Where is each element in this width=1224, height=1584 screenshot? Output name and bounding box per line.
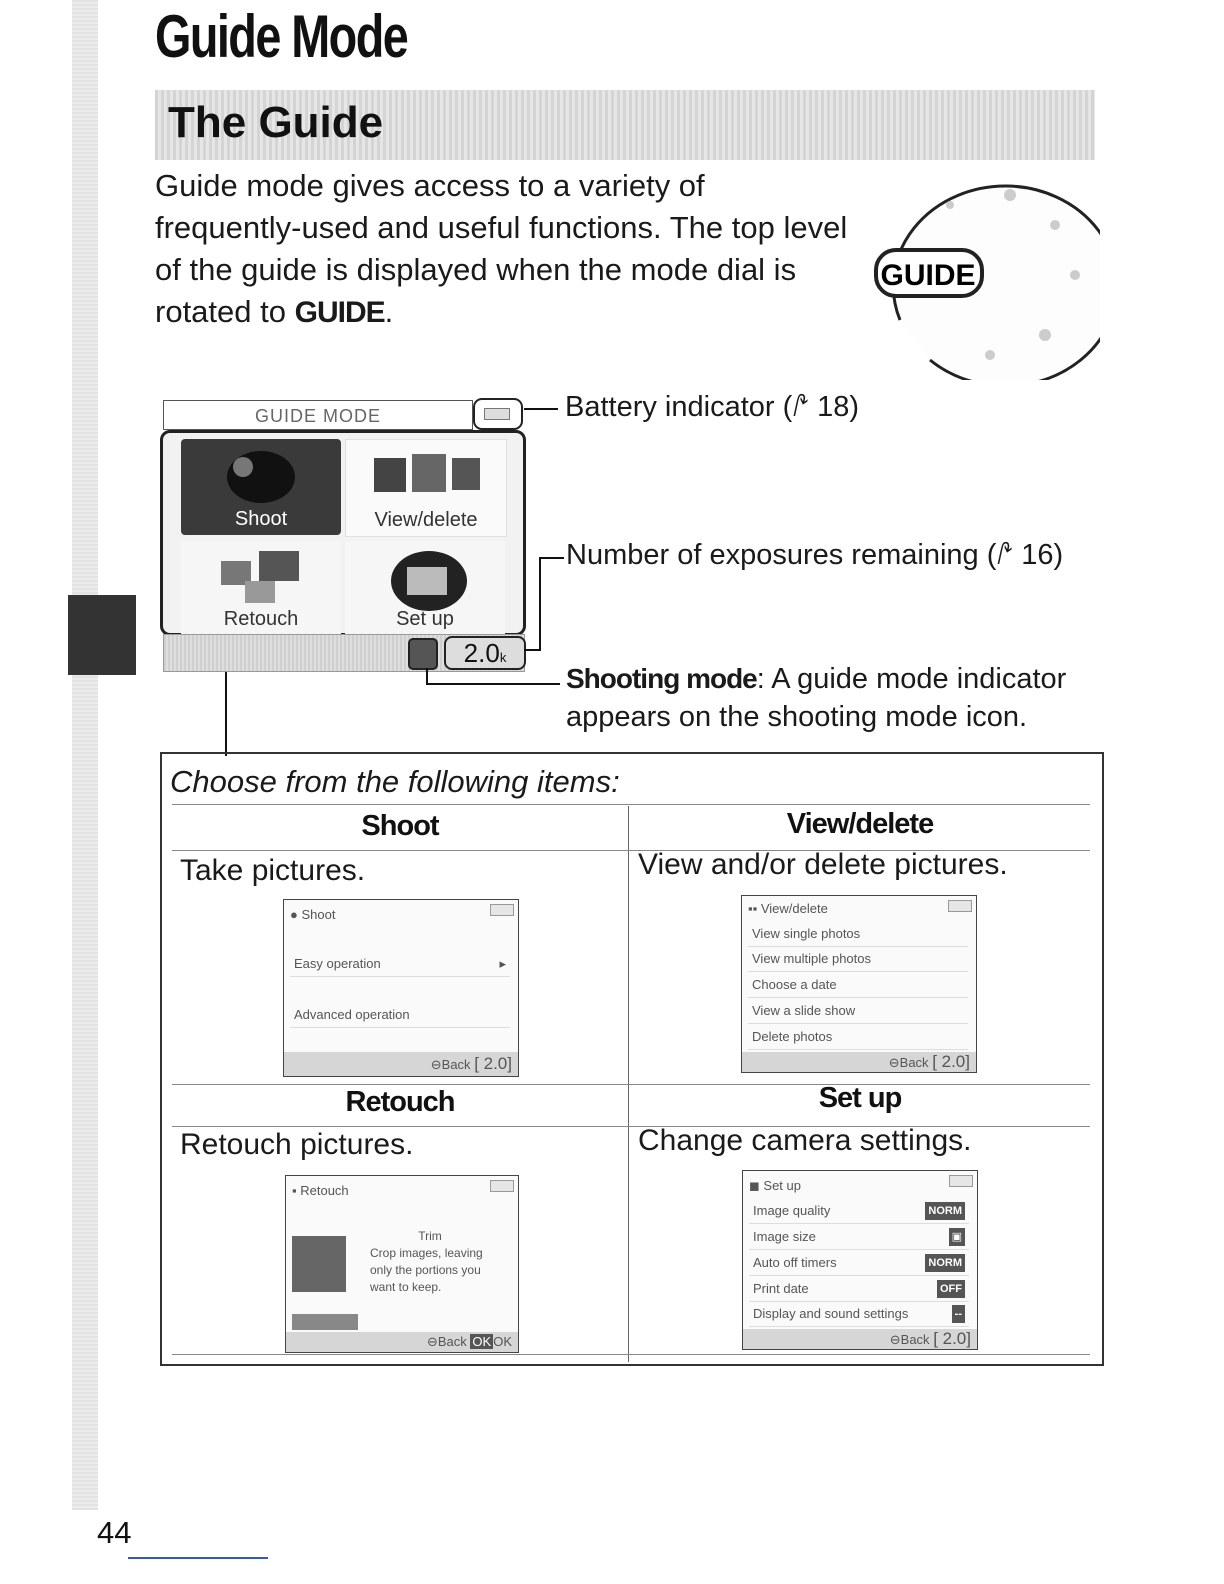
intro-paragraph [155, 165, 855, 334]
page-title: Guide Mode [155, 3, 408, 70]
battery-icon [949, 1175, 973, 1187]
mini-title: Set up [763, 1178, 801, 1193]
mini-title: Shoot [301, 907, 336, 922]
camera-icon: ● [290, 907, 302, 922]
mode-dial-illustration [870, 165, 1100, 380]
menu-item-label: View/delete [374, 509, 478, 531]
intro-end: . [384, 294, 394, 329]
mini-row-label: Print date [753, 1281, 809, 1296]
mini-row [748, 973, 968, 998]
heading-set-up: Set up [818, 1082, 902, 1114]
exposures-remaining [444, 636, 526, 670]
desc-set-up: Change camera settings. [638, 1124, 972, 1157]
battery-icon [490, 1180, 514, 1192]
back-icon: ⊖ [889, 1332, 901, 1347]
mini-row-label: Image quality [753, 1203, 831, 1218]
shooting-mode-icon [408, 638, 438, 670]
mini-row-value: NORM [925, 1254, 965, 1272]
page-edge-strip [72, 0, 98, 1510]
mini-back: Back [441, 1057, 471, 1072]
mini-back: Back [899, 1055, 929, 1070]
exposure-unit: k [499, 650, 507, 665]
mini-back: Back [437, 1334, 467, 1349]
mini-row [290, 1003, 510, 1028]
rule [172, 1354, 1090, 1355]
mini-row-label: Image size [753, 1229, 816, 1244]
retouch-icon: ▪ [292, 1183, 301, 1198]
arrow-right-icon: ▸ [499, 956, 506, 971]
mini-row-label: Choose a date [752, 977, 837, 992]
mini-header [749, 1175, 971, 1197]
callout-shooting-label: Shooting mode [566, 663, 757, 694]
mini-row [749, 1277, 969, 1302]
mini-row-label: Auto off timers [753, 1255, 837, 1270]
heading-shoot: Shoot [361, 810, 439, 842]
desc-shoot: Take pictures. [180, 854, 366, 887]
mini-description [370, 1228, 490, 1296]
mini-row-value: ▣ [949, 1228, 965, 1246]
menu-item-label: Retouch [223, 608, 299, 630]
mini-row-label: Delete photos [752, 1029, 833, 1044]
mini-row-label: View single photos [752, 926, 861, 941]
mini-row-label: View multiple photos [752, 951, 871, 966]
callout-shooting-text: : A guide mode indicator appears on the shooting mode icon. [566, 663, 1067, 733]
screenshot-retouch-menu [285, 1175, 519, 1353]
camera-back-icon [345, 541, 505, 611]
mini-title: Retouch [300, 1183, 349, 1198]
menu-item-shoot[interactable] [181, 439, 341, 535]
menu-item-set-up[interactable] [345, 541, 505, 635]
photos-icon: ▪▪ [748, 901, 761, 916]
screenshot-setup-menu [742, 1170, 978, 1350]
mini-ok: OK [493, 1334, 512, 1349]
back-icon: ⊖ [888, 1055, 900, 1070]
mini-row [748, 947, 968, 972]
back-icon: ⊖ [426, 1334, 438, 1349]
screenshot-shoot-menu [283, 899, 519, 1077]
mini-title: View/delete [760, 901, 828, 916]
screenshot-view-delete-menu [741, 895, 977, 1073]
dial-guide-label: GUIDE [880, 259, 976, 292]
mini-row-value: NORM [925, 1202, 965, 1220]
mini-row [290, 952, 510, 977]
battery-icon [948, 900, 972, 912]
table-intro: Choose from the following items: [170, 764, 620, 799]
mini-back: Back [900, 1332, 930, 1347]
thumbnail-strip [292, 1314, 358, 1330]
battery-icon [490, 904, 514, 916]
intro-guide-word: GUIDE [294, 296, 385, 329]
mini-row [748, 999, 968, 1024]
mini-count: [ 2.0] [932, 1052, 970, 1071]
ok-icon: OK [472, 1334, 492, 1349]
mini-row-value: -- [952, 1305, 965, 1323]
exposure-count: 2.0 [463, 638, 500, 668]
mini-desc-text: Crop images, leaving only the portions you want to keep. [370, 1246, 483, 1294]
mini-row-label: Easy operation [294, 956, 381, 971]
heading-retouch: Retouch [345, 1086, 455, 1118]
rule [172, 804, 1090, 805]
mini-row [749, 1251, 969, 1276]
desc-retouch: Retouch pictures. [180, 1128, 414, 1161]
menu-item-view-delete[interactable] [345, 439, 507, 537]
mini-desc-heading: Trim [418, 1229, 442, 1243]
callout-exposures: Number of exposures remaining (⭚ 16) [566, 539, 1064, 571]
photos-icon [346, 440, 506, 506]
heading-view-delete: View/delete [786, 808, 934, 840]
menu-item-label: Set up [396, 608, 454, 630]
callout-battery: Battery indicator (⭚ 18) [565, 391, 860, 423]
mini-footer [743, 1329, 977, 1349]
mini-header [290, 904, 512, 926]
mini-row-label: Display and sound settings [753, 1306, 909, 1321]
mini-row [749, 1225, 969, 1250]
mini-footer [284, 1052, 518, 1076]
mini-header [292, 1180, 512, 1202]
page-footer-rule [128, 1557, 268, 1559]
mini-header [748, 898, 970, 920]
back-icon: ⊖ [430, 1057, 442, 1072]
camera-back-icon: ◼ [749, 1178, 764, 1193]
section-title: The Guide [168, 98, 384, 147]
menu-item-retouch[interactable] [181, 541, 341, 635]
battery-icon [473, 398, 523, 430]
mini-row [748, 922, 968, 947]
mini-footer [286, 1332, 518, 1352]
chapter-tab [68, 595, 136, 675]
mini-count: [ 2.0] [933, 1329, 971, 1348]
screen-header: GUIDE MODE [163, 400, 473, 430]
screen-menu-grid [160, 430, 526, 636]
camera-icon [181, 439, 341, 509]
mini-row [748, 1025, 968, 1050]
mini-row [749, 1199, 969, 1224]
mini-count: [ 2.0] [474, 1054, 512, 1073]
desc-view-delete: View and/or delete pictures. [638, 848, 1008, 881]
page-number: 44 [97, 1515, 132, 1550]
mini-footer [742, 1052, 976, 1072]
callout-shooting-mode [566, 660, 1086, 736]
menu-item-label: Shoot [234, 508, 288, 530]
mini-row-value: OFF [937, 1280, 965, 1298]
mini-row [749, 1302, 969, 1327]
trim-thumbnail [292, 1236, 346, 1292]
mini-row-label: Advanced operation [294, 1007, 410, 1022]
guide-mode-screen [160, 398, 526, 674]
intro-text: Guide mode gives access to a variety of frequently-used and useful functions. The top level of the guide is displayed when the mode dial is rotated to [155, 168, 848, 329]
retouch-icon [181, 541, 341, 611]
mini-row-label: View a slide show [752, 1003, 856, 1018]
